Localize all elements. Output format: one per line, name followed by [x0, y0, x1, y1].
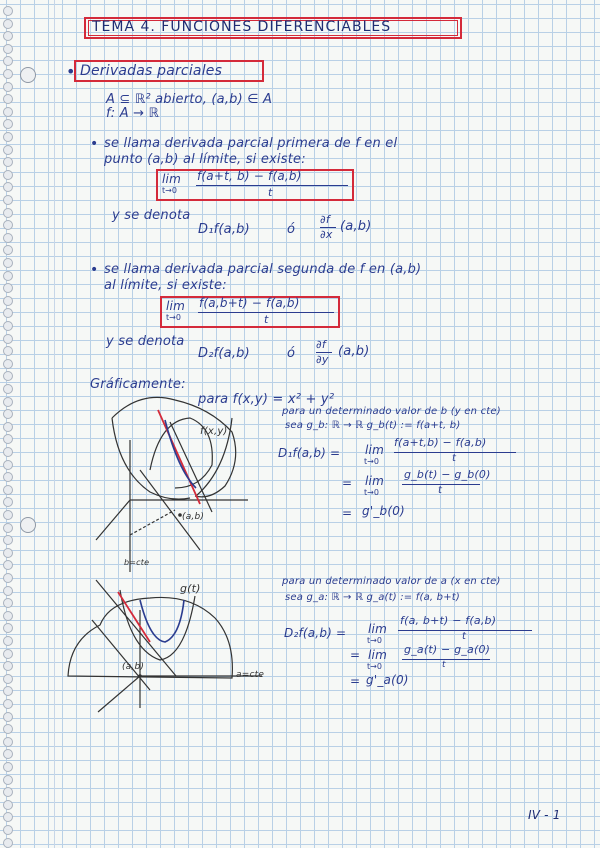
fig1-surface-label: f(x,y): [200, 426, 228, 437]
g1-num2: g_b(t) − g_b(0): [404, 468, 491, 481]
fig2-curve-label: g(t): [180, 582, 201, 595]
def1-line-2: punto (a,b) al límite, si existe:: [104, 152, 306, 167]
def2-line-1: se llama derivada parcial segunda de f en (a,b): [104, 262, 422, 277]
page-number: IV - 1: [528, 808, 561, 822]
g2-den2: t: [442, 660, 446, 670]
def2-partial-den: ∂y: [316, 353, 329, 366]
def1-notation-d1: D₁f(a,b): [198, 222, 250, 237]
fig2-diag-2: [92, 620, 150, 690]
bullet: •: [90, 262, 99, 278]
fig1-point-label: (a,b): [182, 512, 205, 522]
def1-denote: y se denota: [112, 208, 191, 223]
fig1-section-blue: [165, 420, 196, 488]
g2-intro: para un determinado valor de a (x en cte): [282, 576, 501, 587]
g2-eq3: =: [350, 674, 361, 688]
def1-lim-sub: t→0: [162, 186, 177, 195]
g2-lim-2: lim: [368, 648, 387, 662]
bullet: •: [90, 136, 99, 152]
g1-sea: sea g_b: ℝ → ℝ g_b(t) := f(a+t, b): [285, 420, 461, 431]
g2-den1: t: [462, 631, 467, 642]
g1-lim-sub-2: t→0: [364, 488, 379, 497]
intro-line-1: A ⊆ ℝ² abierto, (a,b) ∈ A: [106, 92, 273, 107]
fig1-axis-label: b=cte: [124, 558, 150, 567]
def2-denominator: t: [264, 313, 269, 326]
g2-sea: sea g_a: ℝ → ℝ g_a(t) := f(a, b+t): [285, 592, 461, 603]
g1-den2: t: [438, 485, 443, 496]
def1-partial-arg: (a,b): [340, 219, 372, 234]
g2-lim-sub-2: t→0: [367, 662, 382, 671]
function-definition: para f(x,y) = x² + y²: [198, 392, 335, 407]
g1-lim: lim: [365, 443, 384, 457]
def2-denote: y se denota: [106, 334, 185, 349]
g1-lim-2: lim: [365, 474, 384, 488]
g2-lim-sub: t→0: [367, 636, 382, 645]
graph-heading: Gráficamente:: [90, 377, 186, 392]
g1-lim-sub: t→0: [364, 457, 379, 466]
def1-partial-den: ∂x: [320, 228, 333, 241]
g1-eq2: =: [342, 476, 353, 490]
def1-denominator: t: [268, 186, 273, 199]
def1-partial-num: ∂f: [320, 213, 330, 226]
bullet: •: [66, 62, 76, 81]
fig2-point: [138, 674, 142, 678]
def1-or: ó: [287, 222, 296, 237]
fig1-base-line: [130, 510, 175, 535]
g1-intro: para un determinado valor de b (y en cte): [282, 406, 501, 417]
def2-partial-num: ∂f: [316, 338, 326, 351]
def2-lim: lim: [166, 299, 185, 313]
def1-line-1: se llama derivada parcial primera de f en el: [104, 136, 398, 151]
g2-lhs: D₂f(a,b) =: [284, 626, 347, 640]
page-title: TEMA 4. FUNCIONES DIFERENCIABLES: [92, 19, 392, 35]
fig2-surface-outline: [68, 597, 232, 678]
g1-num1: f(a+t,b) − f(a,b): [394, 436, 487, 449]
def2-line-2: al límite, si existe:: [104, 278, 227, 293]
def2-lim-sub: t→0: [166, 313, 181, 322]
def1-numerator: f(a+t, b) − f(a,b): [197, 169, 302, 183]
g2-eq2: =: [350, 648, 361, 662]
g1-lhs: D₁f(a,b) =: [278, 446, 341, 460]
g1-eq3: =: [342, 506, 353, 520]
fig2-axis-y: [98, 676, 140, 712]
g2-num1: f(a, b+t) − f(a,b): [400, 614, 497, 627]
fig1-tangent-red: [158, 410, 200, 504]
g2-lim: lim: [368, 622, 387, 636]
g1-den1: t: [452, 453, 457, 464]
def2-or: ó: [287, 346, 296, 361]
g2-num2: g_a(t) − g_a(0): [404, 643, 491, 656]
intro-line-2: f: A → ℝ: [106, 106, 160, 121]
figure-2: [68, 580, 265, 712]
def2-notation-d2: D₂f(a,b): [198, 346, 250, 361]
def2-numerator: f(a,b+t) − f(a,b): [199, 296, 300, 310]
g2-final: g'_a(0): [366, 673, 409, 687]
fig1-axis-y: [96, 500, 130, 540]
figure-1: [96, 397, 248, 572]
def1-lim: lim: [162, 172, 181, 186]
def2-partial-arg: (a,b): [338, 344, 370, 359]
fig2-point-label: (a,b): [122, 662, 145, 672]
section-heading: Derivadas parciales: [80, 63, 223, 79]
g1-final: g'_b(0): [362, 504, 405, 518]
fig2-axis-label: a=cte: [236, 670, 265, 680]
